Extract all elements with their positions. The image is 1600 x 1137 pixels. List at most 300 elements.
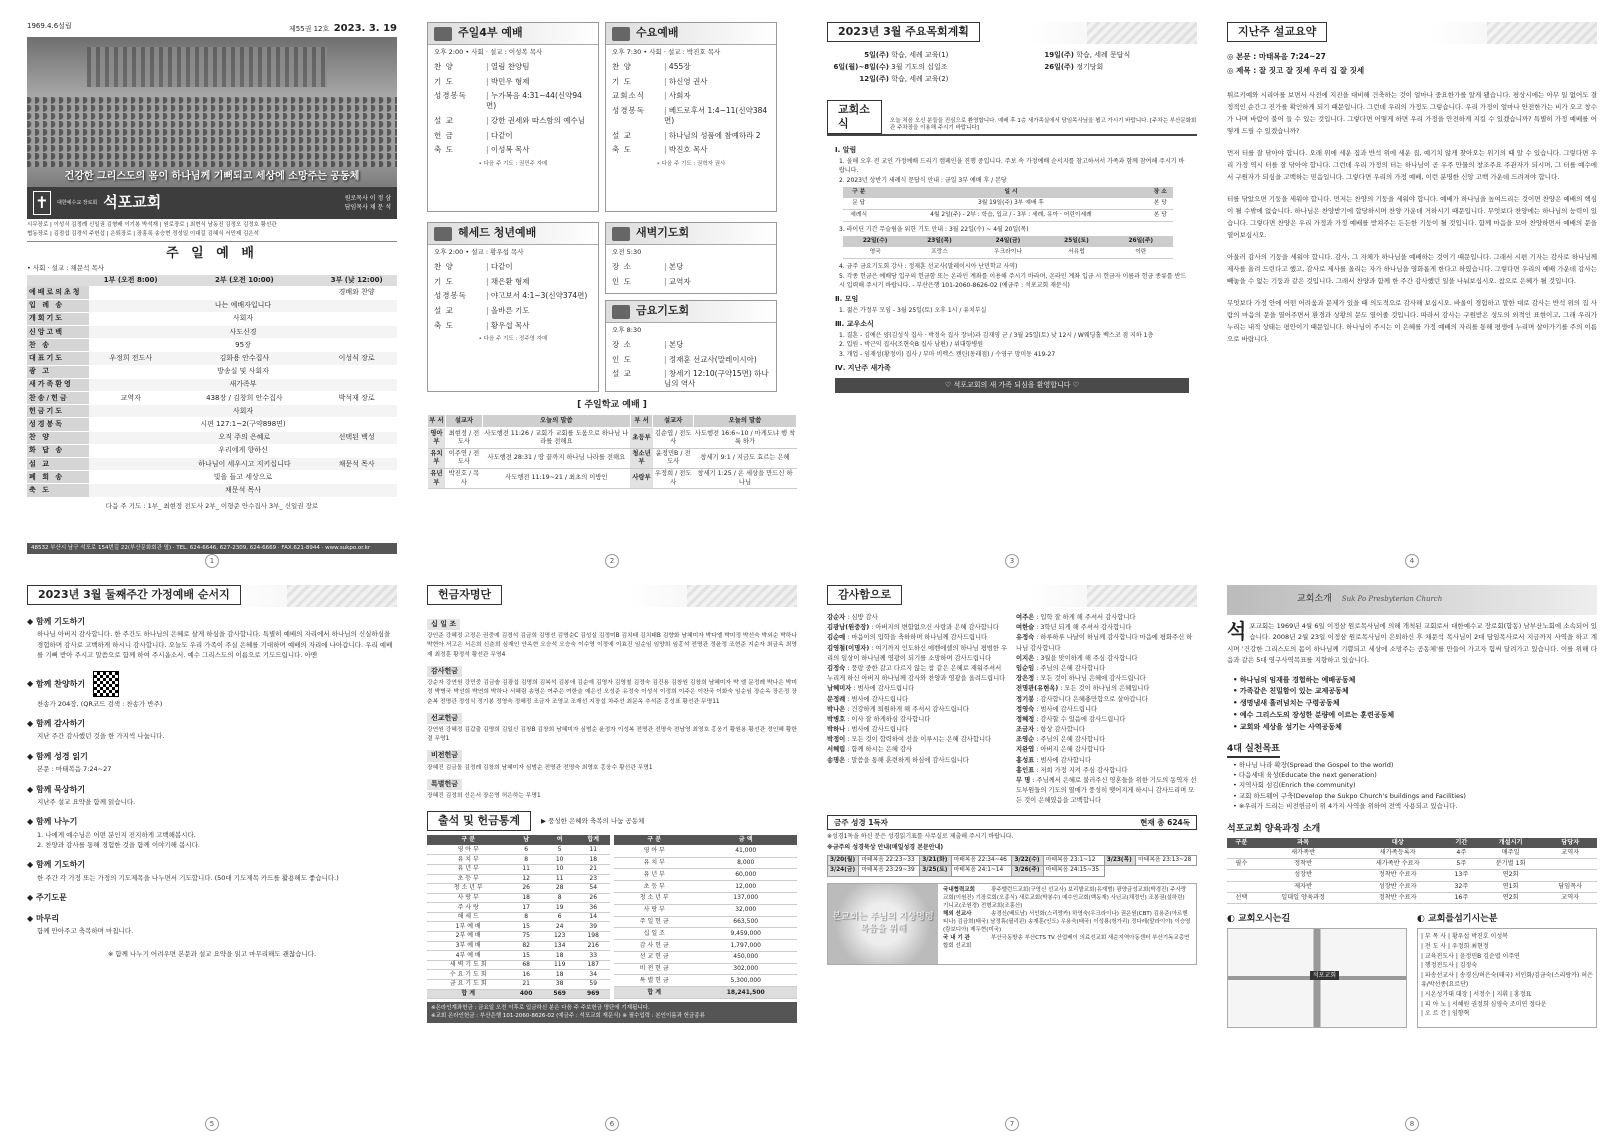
- cell: 26: [509, 884, 543, 894]
- mission-partners: [827, 883, 1197, 965]
- order-value: 새가족부: [89, 378, 397, 391]
- course-table: [1227, 838, 1597, 903]
- column-header: 오늘의 말씀: [483, 415, 631, 428]
- cell: [1227, 848, 1256, 859]
- service-key: 설 교: [612, 369, 632, 379]
- thanks-message: 여기까지 인도하신 에벤에셀의 하나님 평범한 우리의 일상이 하나님께 영광이 되기를 소망하며 감사드립니다: [827, 644, 1008, 662]
- service-value: | 다같이: [486, 262, 592, 272]
- church-banner: [27, 187, 397, 219]
- plan-event: 학습, 세례 교육(1): [891, 51, 949, 59]
- cell: 41,000: [694, 845, 797, 857]
- page-number: 2: [605, 554, 619, 568]
- plan-item: [827, 50, 1012, 62]
- intro-title: 교회소개: [1297, 594, 1332, 605]
- thanks-name: 정혜정: [1016, 715, 1035, 723]
- order-value: 95장: [89, 339, 397, 352]
- table-row: [27, 405, 397, 418]
- service-key: 설 교: [434, 115, 454, 125]
- service-value: | 하신영 권사: [664, 77, 770, 87]
- bible-note: ※성경1독을 하신 분은 성경읽기표를 사무실로 제출해 주시기 바랍니다.: [827, 833, 1014, 841]
- service-key: 찬 양: [434, 61, 454, 71]
- thanks-message: 감사할 수 있음에 감사드립니다: [1040, 715, 1126, 723]
- thanks-title: 감사함으로: [827, 585, 902, 605]
- service-icon: [612, 305, 630, 319]
- column-header: 남: [509, 835, 543, 845]
- order-value: 방송실 및 사회자: [89, 365, 397, 378]
- thanks-item: 이지은 : 3월을 맞이하게 해 주심 감사합니다: [1016, 654, 1138, 662]
- thanks-name: 남혜미자: [827, 685, 852, 693]
- reading-passage: 마태복음 22:23~33: [859, 855, 920, 866]
- youth-service-box: [427, 222, 599, 392]
- cell: 198: [576, 932, 610, 942]
- order-value: 채문석 목사: [316, 457, 397, 470]
- step-text: 찬송가 204장, (QR코드 검색 : 찬송가 반주): [37, 699, 163, 708]
- service-key: 교회소식: [612, 91, 645, 101]
- family-note: ※ 함께 나누기 어려우면 본문과 설교 요약을 읽고 마무리해도 괜찮습니다.: [107, 950, 317, 959]
- server-item: | 교육전도사 | 윤정민B 김순엽 이주연: [1421, 952, 1520, 960]
- offering-category: 선교헌금: [427, 713, 462, 724]
- cell: 분기별 1회: [1478, 859, 1544, 870]
- church-news: 교회소식 오늘 처음 오신 분들을 진심으로 환영합니다. 예배 후 1층 새가족실에서 담임목사님을 뵙고 가시기 바랍니다. [주차는 부산문화회관 주차장을 이용해 주시기 바랍니다] Ⅰ. 알림 1. 올해 오후 전 교인 가정예배 드리기 캠페인을 진행 중입니다. 주보 속 가정예배 순서지를 참고하셔서 가족과 함께 참여해 주시기 바랍니다. 2. 2023년 상반기 세례식 문답식 안내 : 금일 3부 예배 후 / 본당 구 분 일 시 장 소 문 답 3월 19일(주) 3부 예배 후 본 당 세례식 4월 2일(주) - 2부 : 학습, 입교 / - 3부 : 세례, 유아 · 어린이세례 본 당 3. 라이딘 기간 무슬림을 위한 기도 안내 : 3월 22일(수) ~ 4월 20일(목) 22일(수) 23일(목) 24일(금) 25일(토) 26일(주) 영국 프랑스 우크라이나 서유럽 이란 4. 금주 금요기도회 강사 : 정재훈 선교사(말레이시아 난민학교 사역) 5. 각종 헌금은 예배당 입구의 헌금함 또는 온라인 계좌를 이용해 주시기 바라며, 온라인 계좌 입금 시 헌금자 이름과 헌금 종류를 반드시 입력해 주시기 바랍니다. - 부산은행 101-2060-8626-02 (예금주 : 석포교회 재문식) Ⅱ. 모임 1. 젊은 가정부 모임 - 3월 25일(토) 오후 1시 / 유치부실 Ⅲ. 교우소식 1. 결혼 - 김예은 양(김성식 집사 · 박정숙 집사 장녀)과 김재영 군 / 3월 25일(토) 낮 12시 / W웨딩홀 벡스코 점 지하 1층 2. 입원 - 박근익 집사(조현숙B 집사 남편) / 위대항병원 3. 개업 - 임재성(황정이) 집사 / 부마 비렉스 캔틴(동래점) / 수영구 망미동 419-27 Ⅳ. 지난주 새가족 ♡ 석포교회의 새 가족 되심을 환영합니다 ♡: [827, 100, 1197, 398]
- column-header: 부 서: [428, 415, 446, 428]
- step-text: 함께 안아주고 축복하며 마칩니다.: [37, 927, 134, 936]
- service-row: [612, 352, 770, 367]
- thanks-message: 아버지 은혜 감사합니다: [1040, 746, 1106, 754]
- cell: 십 일 조: [614, 928, 694, 940]
- server-item: | 부 목 사 | 황우섭 박진호 이성복: [1421, 933, 1508, 941]
- thanks-list: [827, 613, 1197, 807]
- cell: 302,000: [694, 963, 797, 975]
- cell: 569: [543, 989, 577, 999]
- dawn-prayer-box: [605, 222, 777, 294]
- cell: 18,241,500: [694, 987, 797, 999]
- table-row: [427, 932, 610, 942]
- cell: 매주일: [1478, 848, 1544, 859]
- table-row: [427, 893, 610, 903]
- service-value: | 본당: [664, 262, 770, 272]
- order-value: [89, 431, 172, 444]
- thanks-name: 김정숙: [827, 664, 846, 672]
- news-title: 교회소식: [827, 100, 882, 135]
- bible-total: 현재 총 624독: [1140, 817, 1190, 827]
- service-icon: [612, 27, 630, 41]
- plan-event: 3월 기도의 십일조: [891, 62, 948, 71]
- thanks-name: 서혜림: [827, 746, 846, 754]
- column-header: 3부 (낮 12:00): [316, 275, 397, 286]
- cell: 초 등 부: [614, 881, 694, 893]
- cell: 담임목사: [1543, 881, 1597, 892]
- wednesday-service-box: [605, 22, 777, 212]
- plan-date: 26일(주): [1044, 62, 1074, 71]
- table-row: [614, 881, 797, 893]
- step-text: 본문 : 마태복음 7:24~27: [37, 765, 112, 774]
- table-row: [27, 378, 397, 391]
- table-row: [1227, 859, 1597, 870]
- column-header: 오늘의 말씀: [693, 415, 796, 428]
- servers-list: [1417, 928, 1597, 1028]
- department: 영아부: [428, 428, 446, 448]
- reading-date: 3/26(주): [1012, 866, 1043, 877]
- table-row: [427, 951, 610, 961]
- cell: 교역자: [1543, 848, 1597, 859]
- plan-event: 학습, 세례 교육(2): [891, 74, 949, 83]
- department: 유치부: [428, 448, 446, 468]
- sermon-paragraph: 먼저 터를 잘 닦아야 합니다. 오래 위에 세운 집과 반석 위에 세운 집, 예기치 않게 찾아오는 위기의 때 알 수 있습니다. 그렇다면 우리 가정 역시 터를 잘 닦아야 합니다. 그런데 우리 가정의 터는 하나님이 곧 우주 만물의 창조주요 주관자가 되시며, 그 터를 예수에서 구원자가 되심을 고백하는 믿음입니다. 그렇다면 우리의 가정 예배, 이런 분명한 신앙 고백 가운데 드려져야 합니다.: [1227, 149, 1597, 182]
- thanks-message: 마음이의 입학을 축하하며 하나님께 감사드립니다: [851, 634, 988, 642]
- scripture: 창세기 9:1 / 지금도 효르는 은혜: [693, 448, 796, 468]
- service-row: [612, 337, 770, 352]
- cell: 16: [509, 970, 543, 980]
- offering-category: 십 일 조: [427, 619, 460, 630]
- table-row: [614, 928, 797, 940]
- table-row: [427, 970, 610, 980]
- step-heading: ◆ 함께 감사하기: [27, 719, 397, 729]
- cell: 성장반: [1256, 870, 1351, 881]
- service-key: 장 소: [612, 339, 632, 349]
- cell: 663,500: [694, 916, 797, 928]
- table-row: [27, 431, 397, 444]
- thanks-name: 지완엽: [1016, 746, 1035, 754]
- order-value: 사회자: [89, 405, 397, 418]
- monthly-plan: [827, 50, 1197, 86]
- column-header: 부 서: [630, 415, 653, 428]
- cell: 본 당: [1148, 198, 1173, 209]
- bible-reader-label: 금주 성경 1독자: [834, 817, 888, 827]
- sermon-paragraph: 아울러 감사의 기둥을 세워야 합니다. 감사, 그 자체가 하나님을 예배하는 것이기 때문입니다. 그래서 시편 기자는 감사로 하나님께 제사를 올려 드린다고 했고, 감사로 제사를 올리는 자가 하나님을 영화롭게 한다고 하였습니다. 그렇다면 우리의 예배 가운데 감사는 빼놓을 수 없는 기둥과 같은 것입니다. 그래서 찬양과 함께 한 주간 감사했던 일을 나눠보십시오. 참으로 은혜가 될 것입니다.: [1227, 253, 1597, 286]
- plan-date: 5일(주): [864, 51, 889, 59]
- table-row: [1227, 892, 1597, 903]
- cell: 유 년 부: [614, 869, 694, 881]
- thanks-message: 주님의 은혜 감사합니다: [1040, 736, 1106, 744]
- thanks-name: 홍성표: [1016, 756, 1035, 764]
- cell: 28: [543, 884, 577, 894]
- cell: 134: [543, 941, 577, 951]
- cell: 청 소 년 부: [427, 884, 509, 894]
- order-value: 사도신경: [89, 326, 397, 339]
- thanks-name: 강순자: [827, 614, 846, 621]
- service-value: | 황우섭 목사: [486, 321, 592, 331]
- table-row: [427, 864, 610, 874]
- thanks-item: 정영숙 : 범사에 감사드립니다: [1016, 705, 1098, 713]
- step-text: 지난주 설교 요약을 함께 읽습니다.: [37, 797, 136, 806]
- service-key: 축 도: [434, 320, 454, 330]
- reading-passage: 마태복음 23:13~28: [1136, 855, 1197, 866]
- mission-category: 해외 선교사: [943, 910, 972, 917]
- service-value: | 베드로후서 1:4~11(신약384면): [664, 106, 770, 126]
- thanks-name: 이지은: [1016, 654, 1035, 662]
- column-header: 구 분: [427, 835, 509, 845]
- family-worship-title: 2023년 3월 둘째주간 가정예배 순서지: [27, 585, 241, 605]
- table-row: [427, 912, 610, 922]
- thanks-message: 감사합니다 은혜충만합으로 살아갑니다: [1040, 695, 1148, 703]
- thanks-name: 박정이: [827, 736, 846, 744]
- thanks-item: 강순자 : 심방 감사: [827, 614, 878, 621]
- server-item: | 시온성가대 대장 | 서정수 | 지휘 | 홍정표: [1421, 990, 1532, 998]
- bible-reading-bar: [827, 815, 1197, 831]
- page-number: 4: [1405, 554, 1419, 568]
- step-heading: ◆ 함께 묵상하기: [27, 785, 397, 795]
- order-value: 오직 주의 은혜로: [172, 431, 316, 444]
- plan-event: 학습, 세례 문답식: [1076, 51, 1131, 59]
- table-row: [27, 286, 397, 299]
- cell: 4주: [1445, 848, 1478, 859]
- cell: 68: [509, 960, 543, 970]
- offering-title: 헌금자명단: [427, 585, 502, 605]
- thanks-item: 정기봉 : 감사합니다 은혜충만합으로 살아갑니다: [1016, 695, 1148, 703]
- service-value: | 야고보서 4:1~3(신약374면): [486, 291, 592, 301]
- emeritus-pastor: 원로목사 이 정 삼: [344, 195, 391, 202]
- service-key: 설 교: [434, 306, 454, 316]
- cell: 5: [543, 845, 577, 855]
- church-slogan: 건강한 그리스도의 몸이 하나님께 기뻐되고 세상에 소망주는 공동체: [64, 171, 360, 182]
- table-row: [614, 892, 797, 904]
- stats-title: 출석 및 헌금통계: [427, 811, 531, 831]
- order-label: 찬 송: [27, 339, 89, 352]
- service-value: | 455장: [664, 62, 770, 72]
- cell: 12: [509, 874, 543, 884]
- thanks-message: 주님께서 은혜로 불러주신 영혼들을 위한 기도의 동역자 선도부원들의 기도의 열매가 풍성히 맺어지게 하시니 감사드리며 모든 것이 은혜였음을 고백합니다: [1016, 777, 1197, 805]
- page-number: 8: [1405, 1117, 1419, 1131]
- scripture: 사도행전 16:6~10 / 마게도냐 행 착륙 하가: [693, 428, 796, 448]
- offering-names: [427, 613, 797, 801]
- reading-date: 3/25(토): [920, 866, 951, 877]
- service-key: 성경봉독: [612, 106, 645, 116]
- column-header: 여: [543, 835, 577, 845]
- service-value: | 채은환 형제: [486, 277, 592, 287]
- map-title: ◐ 교회오시는길: [1227, 914, 1407, 926]
- table-row: [614, 951, 797, 963]
- cell: 영 아 부: [614, 845, 694, 857]
- scripture: 사도행전 11:19~21 / 최초의 이방인: [483, 468, 631, 488]
- thanks-name: 김영철(이명자): [827, 644, 870, 652]
- column-header: 금 액: [694, 835, 797, 845]
- thanks-message: 건강하게 퇴원하게 해 주셔서 감사드립니다: [851, 705, 969, 713]
- cell: 선택: [1227, 892, 1256, 903]
- thanks-name: 장은정: [1016, 675, 1035, 683]
- thanks-message: 함께 하시는 은혜 감사: [851, 746, 913, 754]
- attendance-table: [427, 835, 610, 999]
- plan-date: 6일(월)~8일(수): [833, 62, 889, 71]
- stats-subtitle: ▶ 풍성한 은혜와 축복의 나눔 공동체: [541, 817, 645, 826]
- column-header: 대상: [1350, 838, 1445, 848]
- service-header: [606, 223, 776, 245]
- preacher: 김순엽 / 전도사: [653, 428, 694, 448]
- cell: 영 아 부: [427, 845, 509, 855]
- service-row: [612, 89, 770, 104]
- cell: 사 랑 부: [427, 893, 509, 903]
- reading-passage: 마태복음 24:15~35: [1043, 866, 1104, 877]
- intro-header: [1227, 585, 1597, 615]
- practice-item: • 교회 하드웨어 구축(Develop the Sukpo Church's buildings and Facilities): [1233, 791, 1597, 801]
- reading-date: 3/23(목): [1104, 855, 1135, 866]
- service-icon: [434, 227, 452, 241]
- thanks-name: 박하나: [827, 726, 846, 734]
- prayer-nation-table: [843, 236, 1173, 259]
- thanks-name: 조금자: [1016, 726, 1035, 734]
- thanks-item: 조금자 : 항상 감사합니다: [1016, 726, 1085, 734]
- sunday-school-table: [427, 414, 797, 489]
- cell: 3부 예 배: [427, 941, 509, 951]
- service-leader: • 사회 · 설교 : 박진호 목사: [643, 48, 721, 56]
- thanks-item: 박하나 : 범사에 감사드립니다: [827, 726, 909, 734]
- step-text: 하나님 아버지 감사합니다. 한 주간도 하나님의 은혜로 살게 하심을 감사합니다. 특별히 예배의 자리에서 하나님의 신실하심을 경험하며 감사로 고백하게 하시니 감사합니다. 오늘도 우리 가족이 주실 은혜를 기대하며 예배의 자리에 나아갑니다. 우리 예배를 기뻐 받아 주시고 말씀으로 함께 하여 주시옵소서. 예수 그리스도의 이름으로 기도드립니다. 아멘: [37, 630, 393, 660]
- service-meta: [434, 248, 592, 256]
- friday-prayer-box: [605, 300, 777, 392]
- order-label: 예배로의초청: [27, 286, 89, 299]
- cell: 13주: [1445, 870, 1478, 881]
- offering-category: 감사헌금: [427, 666, 462, 677]
- service-value: | 사회자: [664, 91, 770, 101]
- mission-names: 송경신(베트남) 서인화(스리랑카) 하영숙(우크라이나) 권은원(CBT) 김용준(아르헨티나) 김금희(태국) 남정휴(필리핀) 송재훈(인도) 우용숙(태국) 이성룡(헝가리) 정다레(말라이야) 이승영(캄보디아) 제두현(미국): [943, 910, 1191, 933]
- table-row: [843, 209, 1173, 221]
- church-map: [1227, 928, 1407, 1028]
- table-row: [614, 975, 797, 987]
- service-key: 성경봉독: [434, 291, 467, 301]
- reading-date: 3/24(금): [828, 866, 859, 877]
- order-value: 채문석 목사: [89, 484, 397, 497]
- cell: 8: [509, 855, 543, 865]
- service-title: 새벽기도회: [636, 226, 690, 240]
- plan-title: 2023년 3월 주요목회계획: [827, 22, 980, 42]
- service-icon: [434, 27, 452, 41]
- cell: 세례식: [843, 209, 874, 221]
- sermon-text: ◎ 본문 : 마태복음 7:24~27: [1227, 52, 1326, 61]
- thanks-item: 김영철(이명자) : 여기까지 인도하신 에벤에셀의 하나님 평범한 우리의 일상이 하나님께 영광이 되기를 소망하며 감사드립니다: [827, 644, 1008, 662]
- table-row: [427, 874, 610, 884]
- offering-category: 비전헌금: [427, 750, 462, 761]
- plan-item: [1012, 62, 1197, 74]
- cell: 54: [576, 884, 610, 894]
- order-value: 이성식 장로: [316, 352, 397, 365]
- cell: 제자반: [1256, 881, 1351, 892]
- thanks-message: 범사에 감사드립니다: [851, 726, 909, 734]
- welcome-banner: ♡ 석포교회의 새 가족 되심을 환영합니다 ♡: [835, 378, 1189, 393]
- thanks-message: 모든 것이 하나님의 은혜입니다: [1064, 685, 1150, 693]
- order-value: 438장 / 김창희 안수집사: [172, 392, 316, 405]
- table-row: [614, 940, 797, 952]
- thanks-name: 박병호: [827, 715, 846, 723]
- step-heading: ◆ 주기도문: [27, 893, 397, 903]
- order-value: 선택된 백성: [316, 431, 397, 444]
- order-value: 나는 예배자입니다: [89, 299, 397, 312]
- cell: 10: [543, 855, 577, 865]
- step-heading: ◆ 함께 찬양하기: [27, 671, 397, 697]
- total-row: [614, 987, 797, 999]
- senior-pastor: 담임목사 채 문 석: [344, 204, 391, 211]
- table-row: [428, 468, 797, 488]
- cell: 969: [576, 989, 610, 999]
- thanks-item: 남혜미자 : 범사에 감사드립니다: [827, 685, 915, 693]
- table-row: [27, 365, 397, 378]
- cell: 18: [509, 893, 543, 903]
- thanks-message: 3월을 맞이하게 해 주심 감사합니다: [1040, 654, 1138, 662]
- offering-names-text: 장혜진 김정희 신은서 장은영 허은하는 무명1: [427, 792, 541, 799]
- reading-date: 3/22(수): [1012, 855, 1043, 866]
- family-worship-order: [27, 617, 397, 936]
- cell: 정착반 수료자: [1350, 870, 1445, 881]
- service-row: [612, 74, 770, 89]
- practice-title: 4대 실천목표: [1227, 744, 1280, 758]
- plan-date: 12일(주): [859, 74, 889, 83]
- cross-icon: ✝: [33, 191, 51, 215]
- vision-item: • 가족같은 친밀함이 있는 교제공동체: [1233, 686, 1597, 698]
- thanks-name: 임순임: [1016, 664, 1035, 672]
- service-row: [612, 143, 770, 158]
- thanks-item: 여주은 : 입학 잘 하게 해 주셔서 감사합니다: [1016, 614, 1136, 621]
- order-value: [172, 286, 316, 299]
- cell: 23: [576, 874, 610, 884]
- cell: 특 별 헌 금: [614, 975, 694, 987]
- column-header: 2부 (오전 10:00): [172, 275, 316, 286]
- service-key: 기 도: [434, 76, 454, 86]
- table-row: [427, 922, 610, 932]
- cell: 3월 19일(주) 3부 예배 후: [874, 198, 1147, 209]
- cell: 12,000: [694, 881, 797, 893]
- order-value: 김화용 안수집사: [172, 352, 316, 365]
- table-row: [427, 884, 610, 894]
- cell: 24: [543, 922, 577, 932]
- column-header: 설교자: [653, 415, 694, 428]
- offering-names-text: 강순자 강연원 강민중 김금솔 김광섭 김명희 김복석 김봉애 김순예 김영자 김영철 김정숙 김진용 김창원 김창희 남혜미자 박 엘 문정례 박나은 박미정 박병국 박선희 박연희 박하나 서혜림 송명은 여주은 여한슬 예은선 오성준 유정숙 이성식 이정희 이주은 이찬국 이화숙 임순임 장순옥 장은정 장춘복 전명관 정성식 정기봉 정영숙 정혜정 조금자 조영교 조재선 지장섭 차주선 최문옥 추석준 홍성표 황선관 무명11: [427, 679, 797, 705]
- online-offering-note: ※온라인계좌헌금 : 금요일 오전 이후로 입금하신 분은 다음 주 주보헌금 명단에 기재됩니다. ※교회 온라인헌금 : 부산은행 101-2060-8626-02 (예금주 : 석포교회 재문식) ※ 필수입력 : 본인이름과 헌금종류: [427, 1002, 797, 1023]
- cell: 6: [509, 845, 543, 855]
- offering-names-text: 강인준 강혜정 고정은 권중예 김경석 김금희 김명선 김명순C 김성실 김정미B 김치태 김치태B 김향화 남혜미자 박다엘 박미정 박선숙 박외순 박하나 박현아 서고은 서은희 신춘희 심재인 안옥현 오승석 오승숙 이수영 이정예 이효진 임순임 임양희 임홍석 전명관 정윤정 조현준 지순자 최금옥 최영재 최정훈 황정석 황선관 무명4: [427, 633, 797, 658]
- service-value: | 하나님의 성품에 참예하라 2: [664, 131, 770, 141]
- cell: 39: [576, 922, 610, 932]
- worship-leader: • 사회 · 설교 : 채문석 목사: [27, 264, 104, 273]
- vision-item: • 하나님의 임재를 경험하는 예배공동체: [1233, 675, 1597, 687]
- thanks-item: 홍성표 : 범사에 감사합니다: [1016, 756, 1092, 764]
- server-item: | 파송선교사 | 송경신/허은숙(태국) 서인화/김금숙(스리랑카) 허은유/박선종(요르단): [1421, 971, 1593, 989]
- page-news: [827, 22, 1197, 572]
- cell: 33: [576, 951, 610, 961]
- masthead: [27, 22, 397, 37]
- mission-category: 국 내 기 관: [943, 934, 970, 941]
- table-row: [27, 312, 397, 325]
- service-key: 설 교: [612, 130, 632, 140]
- service-row: [434, 318, 592, 333]
- sermon-paragraph: 터를 닦았으면 기둥을 세워야 합니다. 먼저는 찬양의 기둥을 세워야 합니다. 예배가 하나님을 높여드리는 것이면 찬양은 예배의 핵심이 될 수밖에 없습니다. 하나님은 찬양받기에 합당하시며 찬양 가운데 거하시기 때문입니다. 무엇보다 찬양에는 하나님의 능력이 있습니다. 그렇다면 찬양은 우리 가정과 가정 예배를 받쳐주는 든든한 기둥이 될 것입니다. 함께 마음을 모아 찬양하면서 예배의 문을 열어보십시오.: [1227, 195, 1597, 240]
- cell: 18: [543, 951, 577, 961]
- service-value: | 이성복 목사: [486, 145, 592, 155]
- service-icon: [612, 227, 630, 241]
- cell: 청 소 년 부: [614, 892, 694, 904]
- service-row: [434, 259, 592, 274]
- table-row: [1227, 870, 1597, 881]
- thanks-message: 모든 것이 하나님 은혜에 감사드립니다: [1040, 675, 1146, 683]
- service-meta: [612, 248, 770, 256]
- cell: 17: [509, 903, 543, 913]
- cell: 119: [543, 960, 577, 970]
- cell: 8: [509, 912, 543, 922]
- order-label: 새가족환영: [27, 378, 89, 391]
- thanks-name: 여주은: [1016, 614, 1035, 621]
- service-key: 축 도: [612, 145, 632, 155]
- cell: 주 사 랑: [427, 903, 509, 913]
- cell: 59: [576, 980, 610, 990]
- sunday-school-title: [ 주일학교 예배 ]: [577, 400, 647, 410]
- cell: 초 등 부: [427, 874, 509, 884]
- cell: 15: [509, 922, 543, 932]
- order-value: 시편 127:1~2(구약898면): [89, 418, 397, 431]
- preacher: 최현정 / 전도사: [445, 428, 482, 448]
- table-row: [614, 857, 797, 869]
- offering-table: [614, 835, 797, 999]
- mission-row: [943, 887, 1191, 911]
- service-title: 금요기도회: [636, 304, 690, 318]
- order-label: 신앙고백: [27, 326, 89, 339]
- reading-passage: 마태복음 23:29~39: [859, 866, 920, 877]
